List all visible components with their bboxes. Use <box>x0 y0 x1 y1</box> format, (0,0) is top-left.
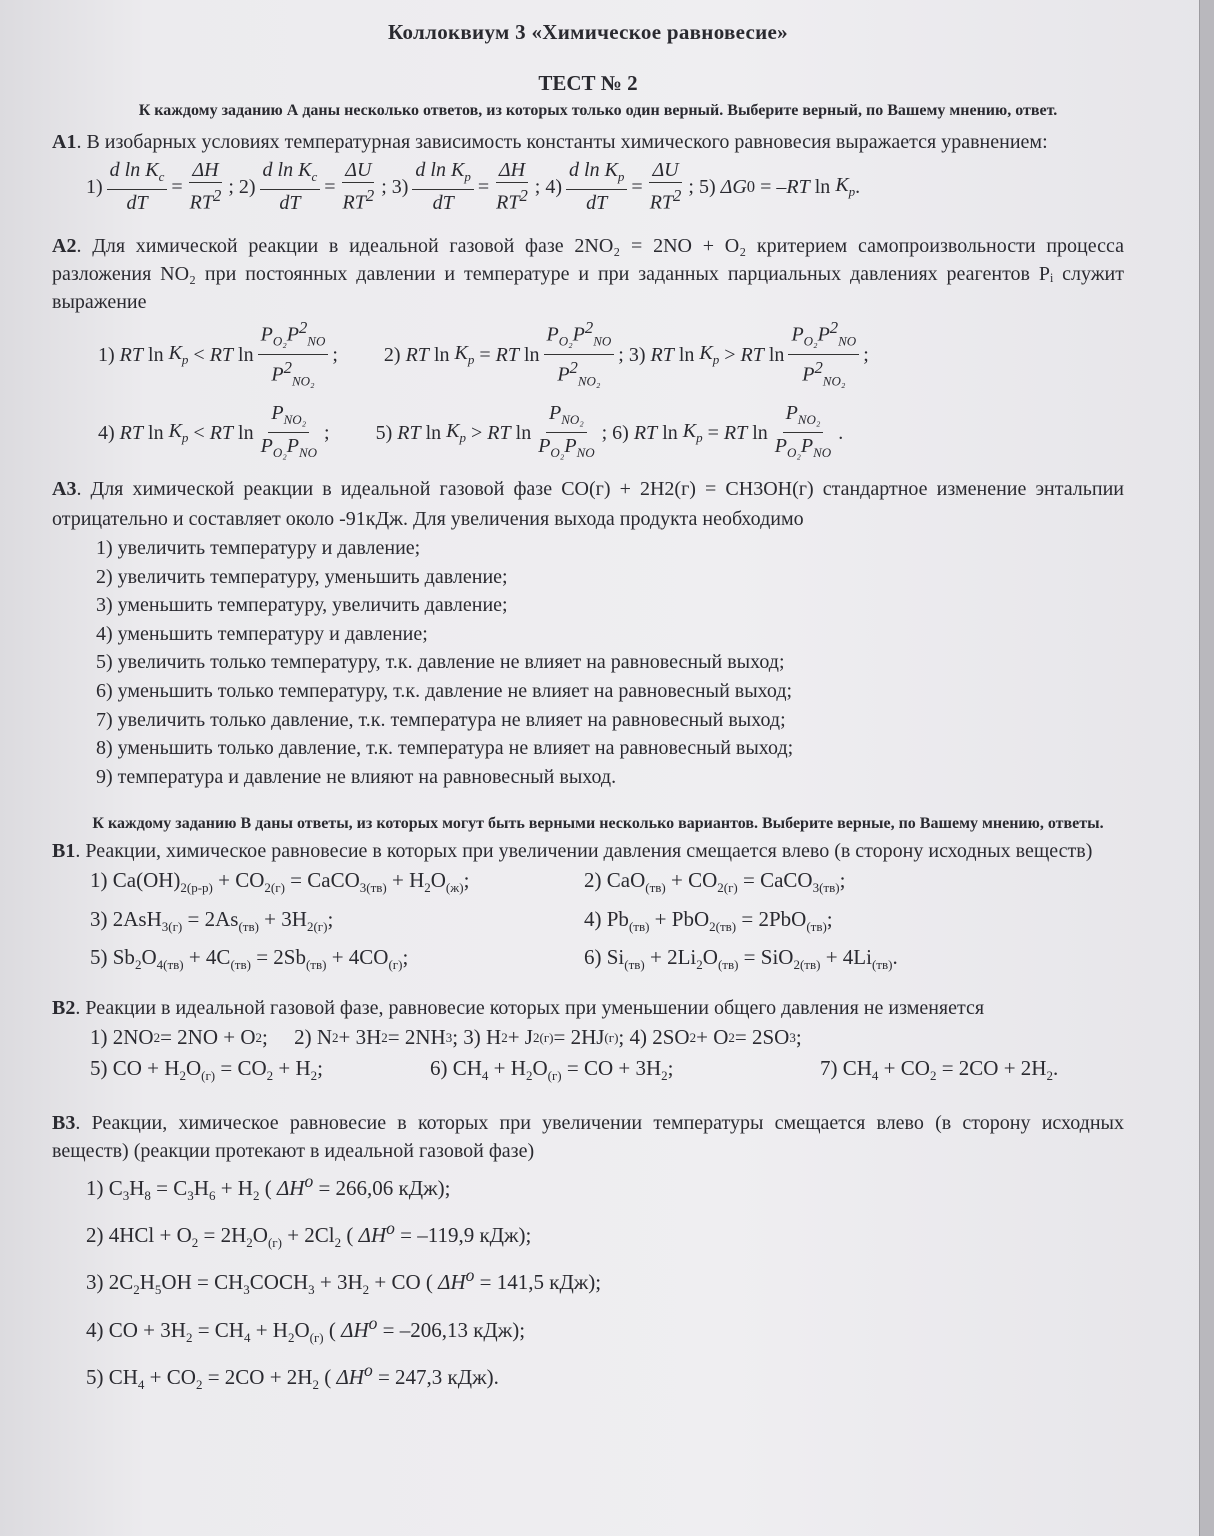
fraction: d $\ln K_p$ dT <box>566 158 627 216</box>
task-text: . Реакции, химическое равновесие в которых при увеличении температуры смещается влево (в сторону исходных веществ) (реакции протекают в идеальной газовой фазе) <box>52 1112 1124 1163</box>
option-item: 7) увеличить только давление, т.к. температура не влияет на равновесный выход; <box>96 708 786 731</box>
task-tag: В3 <box>52 1112 76 1135</box>
reaction-row: 5) $Sb_2O_{4(тв)} + 4C_{(тв)} = 2Sb_{(тв)} + 4CO_{(г)}$; 6) $Si_{(тв)} + 2Li_2O_{(тв)} = SiO_{2(тв)} + 4Li_{(тв)}$. <box>90 944 898 972</box>
task-text: . Для химической реакции в идеальной газовой фазе 2NO₂ = 2NO + O₂ критерием самопроизвольности процесса разложения NO₂ при постоянных давлении и температуре и при заданных парциальных давлениях реагентов Pᵢ служит выражение <box>52 235 1124 313</box>
fraction: ΔH $RT^2$ <box>189 159 222 214</box>
test-number: ТЕСТ № 2 <box>538 71 638 95</box>
option-item: 8) уменьшить только давление, т.к. температура не влияет на равновесный выход; <box>96 737 794 760</box>
task-text: . В изобарных условиях температурная зависимость константы химического равновесия выражается уравнением: <box>76 131 1048 153</box>
option-item: 6) уменьшить только температуру, т.к. давление не влияет на равновесный выход; <box>96 679 793 702</box>
a2-formulas-row1: 1) RT ln $K_p$ < RT ln $P_{O_2}P^2_{NO}$ $P^2_{NO_2}$ ; 2) RT ln $K_p$ = RT ln $P_{O_2}P^2_{NO}$ $P^2_{NO_2}$ ; 3) RT ln $K_p$ > RT ln $P_{O_2}P^2_{NO}$ $P^2_{NO_2}$ ; <box>98 320 1124 390</box>
task-tag: А3 <box>52 478 77 500</box>
task-text: . Реакции, химическое равновесие в которых при увеличении давления смещается влево (в сторону исходных веществ) <box>75 840 1093 863</box>
fraction: $P_{O_2}P^2_{NO}$ $P^2_{NO_2}$ <box>788 316 859 394</box>
instruction-b: К каждому заданию В даны ответы, из которых могут быть верными несколько вариантов. Выберите верные, по Вашему мнению, ответы. <box>92 815 1104 833</box>
option-item: 5) увеличить только температуру, т.к. давление не влияет на равновесный выход; <box>96 651 785 674</box>
reaction-row: 1) $Ca(OH)_{2(р-р)} + CO_{2(г)}$ = CaCO$_{3(тв)}$ + $H_2O_{(ж)}$; 2) $CaO_{(тв)} + CO_{2(г)}$ = CaCO$_{3(тв)}$; <box>90 868 846 896</box>
reaction-row: 4) CO + $3H_2 = CH_4 + H_2O_{(г)}$ ( $\Delta H^o = -206,13$ кДж); <box>86 1312 526 1345</box>
fraction: d $\ln K_c$ dT <box>260 158 321 216</box>
b1-reactions <box>90 865 1124 980</box>
a1-formulas: 1) d $\ln K_c$ dT = ΔH $RT^2$ ; 2) d $\ln K_c$ dT = ΔU $RT^2$ ; 3) d $\ln K_p$ dT = ΔH $RT^2$ ; 4) d $\ln K_p$ dT = ΔU $RT^2$ ; 5) ΔG 0 = – RT ln $K_p$ . <box>86 159 861 214</box>
reaction-row: 3) $2AsH_{3(г)} = 2As_{(тв)} + 3H_{2(г)}$; 4) $Pb_{(тв)} + PbO_{2(тв)} = 2PbO_{(тв)}$; <box>90 906 833 934</box>
reaction-row: 1) $C_3H_8 = C_3H_6 + H_2$ ( $\Delta H^o = 266,06$ кДж); <box>86 1171 451 1204</box>
a2-formulas-row2: 4) RT ln $K_p$ < RT ln $P_{NO_2}$ $P_{O_2}P_{NO}$ ; 5) RT ln $K_p$ > RT ln $P_{NO_2}$ $P_{O_2}P_{NO}$ ; 6) RT ln $K_p$ = RT ln $P_{NO_2}$ $P_{O_2}P_{NO}$ . <box>98 398 1124 468</box>
option-label: 3) <box>391 175 409 198</box>
fraction: $P_{NO_2}$ $P_{O_2}P_{NO}$ <box>774 401 832 460</box>
a3-options <box>96 534 1124 791</box>
option-item: 9) температура и давление не влияют на равновесный выход. <box>96 765 617 788</box>
instruction-a: К каждому заданию А даны несколько ответов, из которых только один верный. Выберите верный, по Вашему мнению, ответ. <box>138 102 1058 119</box>
task-a3 <box>52 474 1124 534</box>
option-label: 4) <box>545 175 563 198</box>
option-item: 1) увеличить температуру и давление; <box>96 537 421 559</box>
reaction-row: 5) $CH_4 + CO_2 = 2CO + 2H_2$ ( $\Delta H^o = 247,3$ кДж). <box>86 1359 499 1393</box>
option-label: 1) <box>86 175 103 198</box>
task-b3 <box>52 1109 1124 1165</box>
option-label: 5) <box>698 175 716 198</box>
option-label: 2) <box>238 175 256 198</box>
fraction: $P_{O_2}P^2_{NO}$ $P^2_{NO_2}$ <box>258 316 329 394</box>
option-item: 3) уменьшить температуру, увеличить давление; <box>96 594 508 617</box>
option-item: 4) уменьшить температуру и давление; <box>96 622 428 645</box>
option-item: 2) увеличить температуру, уменьшить давление; <box>96 565 508 588</box>
fraction: ΔU $RT^2$ <box>649 159 682 214</box>
fraction: $P_{O_2}P^2_{NO}$ $P^2_{NO_2}$ <box>544 316 615 394</box>
reaction-row: 1) 2NO 2 = 2NO + O 2 ; 2) N 2 + 3H 2 = 2NH 3 ; 3) H 2 + J 2(г) = 2HJ (г) ; 4) 2SO 2 + O 2 = 2SO 3 ; <box>90 1024 802 1049</box>
page-edge <box>1199 0 1214 1536</box>
task-tag: А2 <box>52 235 77 257</box>
task-b2 <box>52 994 1124 1022</box>
fraction: $P_{NO_2}$ $P_{O_2}P_{NO}$ <box>538 401 595 460</box>
reaction-row: 5) CO + $H_2O_{(г)} = CO_2 + H_2$; 6) $CH_4 + H_2O_{(г)}$ = CO + $3H_2$; 7) $CH_4 + CO_2 = 2CO + 2H_2$. <box>90 1055 1059 1084</box>
reaction-row: 3) $2C_2H_5OH$ = $CH_3COCH_3 + 3H_2$ + CO ( $\Delta H^o = 141,5$ кДж); <box>86 1265 602 1298</box>
document-title: Коллоквиум 3 «Химическое равновесие» <box>388 20 788 44</box>
task-a2 <box>52 232 1124 316</box>
b2-reactions <box>90 1022 1124 1091</box>
b3-reactions <box>86 1165 1124 1401</box>
fraction: ΔH $RT^2$ <box>496 159 528 214</box>
task-tag: В1 <box>52 840 76 863</box>
task-text: . Для химической реакции в идеальной газовой фазе CO(г) + 2H2(г) = CH3OH(г) стандартное изменение энтальпии отрицательно и составляет около -91кДж. Для увеличения выхода продукта необходимо <box>52 478 1124 530</box>
task-tag: В2 <box>52 996 76 1019</box>
fraction: d $\ln K_c$ dT <box>107 158 168 216</box>
fraction: $P_{NO_2}$ $P_{O_2}P_{NO}$ <box>260 401 318 460</box>
task-a1 <box>52 128 1124 156</box>
fraction: ΔU $RT^2$ <box>342 159 375 214</box>
reaction-row: 2) $4HCl + O_2 = 2H_2O_{(г)} + 2Cl_2$ ( $\Delta H^o = -119,9$ кДж); <box>86 1218 532 1251</box>
task-b1 <box>52 837 1124 865</box>
task-tag: А1 <box>52 131 77 153</box>
task-text: . Реакции в идеальной газовой фазе, равновесие которых при уменьшении общего давления не изменяется <box>75 996 985 1019</box>
fraction: d $\ln K_p$ dT <box>412 158 473 216</box>
